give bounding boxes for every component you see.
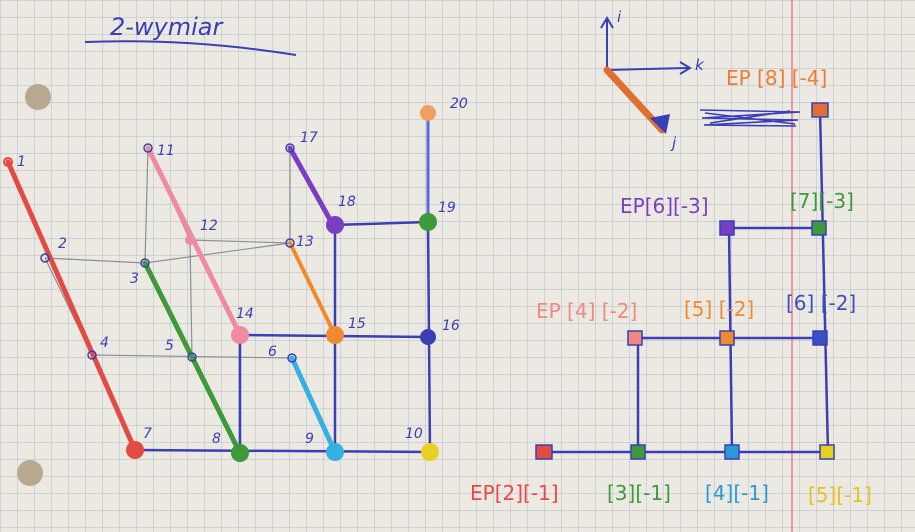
node-label: 13 <box>296 234 314 250</box>
node-7 <box>126 441 144 459</box>
node-9 <box>326 443 344 461</box>
node-18 <box>326 216 344 234</box>
node-label: 2 <box>58 236 67 252</box>
label-4-1: [4][-1] <box>705 481 769 505</box>
node-label: 3 <box>130 271 139 287</box>
square-7-3 <box>812 221 826 235</box>
node-8 <box>231 444 249 462</box>
node-label: 18 <box>338 194 356 210</box>
square-ep-4-2 <box>628 331 642 345</box>
punch-hole-top <box>25 84 51 110</box>
square-4-1 <box>725 445 739 459</box>
node-label: 5 <box>165 338 174 354</box>
node-label: 20 <box>450 96 468 112</box>
node-14 <box>231 326 249 344</box>
node-label: 16 <box>442 318 460 334</box>
square-ep-6-3 <box>720 221 734 235</box>
node-20 <box>420 105 436 121</box>
label-ep-6-3: EP[6][-3] <box>620 194 709 218</box>
pencil-lines <box>45 148 333 450</box>
scribble <box>700 110 800 126</box>
node-label: 7 <box>143 426 152 442</box>
right-labels <box>470 66 872 507</box>
node-10 <box>421 443 439 461</box>
axis-label-k: k <box>695 56 704 74</box>
colored-edges <box>8 113 428 453</box>
right-ink-edges <box>545 110 828 452</box>
node-12 <box>185 235 195 245</box>
node-label: 12 <box>200 218 218 234</box>
left-nodes <box>4 105 439 462</box>
node-15 <box>326 326 344 344</box>
label-5-2: [5] [-2] <box>684 297 755 321</box>
node-label: 14 <box>236 306 254 322</box>
square-3-1 <box>631 445 645 459</box>
label-6-2: [6] [-2] <box>786 291 857 315</box>
label-3-1: [3][-1] <box>607 481 671 505</box>
node-label: 1 <box>17 154 26 170</box>
node-label: 8 <box>212 431 221 447</box>
node-16 <box>420 329 436 345</box>
node-label: 17 <box>300 130 318 146</box>
square-ep-2-1 <box>536 445 552 459</box>
label-7-3: [7][-3] <box>790 189 854 213</box>
title-underline <box>85 41 296 55</box>
right-diagram <box>470 66 872 507</box>
label-5-1: [5][-1] <box>808 483 872 507</box>
ink-edges <box>135 222 430 453</box>
square-6-2 <box>813 331 827 345</box>
axis-label-j: j <box>672 134 677 152</box>
square-5-2 <box>720 331 734 345</box>
node-label: 6 <box>268 344 277 360</box>
left-node-labels <box>17 96 468 447</box>
node-label: 11 <box>157 143 175 159</box>
square-ep-8-4 <box>812 103 828 117</box>
axes <box>601 8 705 152</box>
square-5-1 <box>820 445 834 459</box>
label-ep-8-4: EP [8] [-4] <box>726 66 828 90</box>
right-squares <box>536 103 834 459</box>
node-label: 19 <box>438 200 456 216</box>
node-label: 4 <box>100 335 109 351</box>
node-label: 15 <box>348 316 366 332</box>
left-diagram <box>4 96 468 462</box>
page-title: 2-wymiar <box>110 13 223 41</box>
node-label: 10 <box>405 426 423 442</box>
axis-label-i: i <box>617 8 622 26</box>
label-ep-4-2: EP [4] [-2] <box>536 299 638 323</box>
node-19 <box>419 213 437 231</box>
punch-hole-bottom <box>17 460 43 486</box>
node-label: 9 <box>305 431 314 447</box>
label-ep-2-1: EP[2][-1] <box>470 481 559 505</box>
